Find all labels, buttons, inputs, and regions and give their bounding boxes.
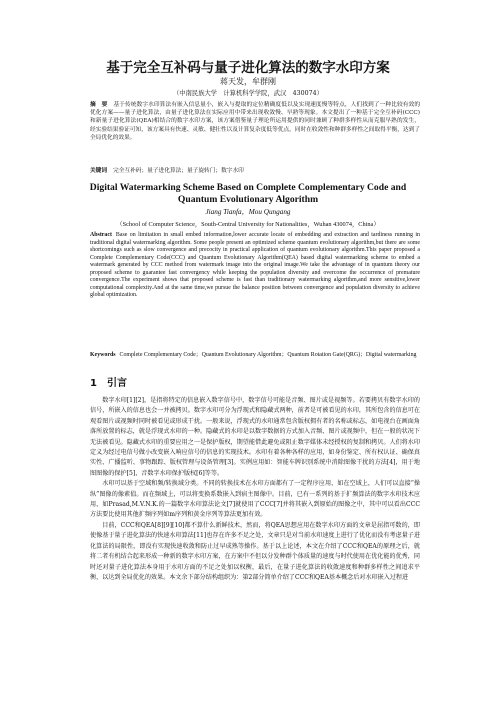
body-text	[90, 396, 420, 583]
english-title	[0, 182, 496, 206]
english-keywords	[90, 352, 420, 360]
section-heading: 1 引言	[90, 378, 127, 389]
body-paragraph: 数字水印[1][2]，是指将特定的信息嵌入数字信号中，数字信号可能是音频、图片或是视频等。若要拷贝有数字水印的信号，所嵌入的信息也会一并被拷贝。数字水印可分为浮现式和隐藏式两种，前者是可被看见的水印，其所包含的信息可在观看图片或视频时同时被看见或形成干扰。一般来说，浮现式的水印通常包含版权拥有者的名称或标志，如电视台在画面角落所放置的标志，就是浮现式水印的一种。隐藏式的水印是以数字数据的方式加入音频、图片或视频中，但在一般的状况下无法被看见。隐藏式水印的重要应用之一是保护版权，期望能借此避免或阻止数字媒体未经授权的复制和拷贝。人们将水印定义为经过电信号做小改变嵌入响应信号的信息的实现技术。水印有着各种各样的应用，如身份鉴定、所有权认证、确保真实性、广播监听、事物跟踪、版权管理与设备管理[3]。实例应用如：智能车牌识别系统中消除图像干扰的方法[4]，用于地图图像的保护[5]，音数字水印保护版权[6]等等。	[90, 397, 420, 477]
chinese-affiliation: （中南民族大学 计算机科学学院，武汉 430074）	[173, 90, 323, 97]
english-keywords-label: Keywords	[90, 352, 116, 358]
body-paragraph: 目前，CCC和QEA[8][9][10]都不算什么新鲜技术，然而，将QEA思想应用在数字水印方面的文章是屈指可数的，即使像基于量子进化算法的快速水印算法[11]也存在许多不足之处，文章只是对当前水印速度上进行了优化而没有考虑量子进化算法的局限性，即没有实现快速收敛和防止过早成熟等操作。基于以上论述，本文在介绍了CCC和QEA的原理之后，就将二者有机结合起来形成一种新的数字水印方案，在方案中不但以分发种群个体质量的速度与时代使用在优化能的优秀，同时还对量子进化算法本身用于水印方面的不足之处加以权衡，最后，在量子进化算法的收敛速度和种群多样性之间追求平衡，以达到全局优化的效果。本文余下部分结构组织为：第2部分简单介绍了CCC和QEA基本概念后对水印嵌入过程进	[90, 521, 420, 581]
chinese-title: 基于完全互补码与量子进化算法的数字水印方案	[106, 60, 390, 76]
chinese-abstract	[90, 101, 420, 142]
english-keywords-text: Complete Complementary Code；Quantum Evolutionary Algorithm；Quantum Rotation Gate(QRG)；Digital watermarking	[119, 352, 417, 358]
body-paragraph: 水印可以基于空域和频/转换域分类。不同的转换技术在水印方面都有了一定程序应用，如在空域上，人们可以直接“操纵”图像的像素值。而在频域上，可以将变换系数嵌入到宿主图像中。目前，已有一系列的基于扩频算法的数字水印技术应用，如Prasad,M.V.N.K.的一篇数字水印算法论文[7]就使用了CCC[7]并将其嵌入到原始的图像之中，其中可以看出CCC方法要比使用其他扩频序列如m序列和黄金序列等算法更加有效。	[90, 480, 420, 519]
english-abstract-label: Abstract	[90, 232, 112, 238]
english-affiliation: （School of Computer Science，South-Central University for Nationalities，Wuhan 430074，China）	[116, 221, 380, 228]
english-title-line-1: Digital Watermarking Scheme Based on Complete Complementary Code and	[89, 182, 407, 193]
chinese-abstract-text: 基于传统数字水印算法有嵌入信息量小，嵌入与提取的定位精确度低以及实现速度慢等特点，人们找到了一种比较有效的优化方案——量子进化算法，由量子进化算法在实际应用中带来出现收敛慢、早熟等现象。本文提出了一种基于完全互补码(CCC)和新量子进化算法(QEA)相结合的数字水印方案，该方案借鉴量子理论所运用提供的同时兼顾了种群多样性从而克服早熟的发生，经实验结果验证可知，该方案具有快速、灵敏、健壮性以及计算复杂度低等优点，同时在收敛性和种群多样性之间取得平衡，达到了全局优化的效果。	[90, 102, 421, 141]
chinese-keywords-text: 完全互补码；量子进化算法；量子旋转门；数字水印	[113, 168, 244, 174]
english-abstract-text: Base on limitation in small embed information,lower accurate locate of embedding and extraction and tardiness running in traditional digital watermarking algorithm. Some people present an optimized scheme quantum evolutionary algorithm,but there are some shortcomings such as slow convergence and precocity in practical application of quantum evolutionary algorithm.This paper proposed a Complete Complementary Code(CCC) and Quantum Evolutionary Algorithm(QEA) based digital watermarking scheme to embed a watermark generated by CCC method from watermark image into the original image.We take the advantage of in quantum theory our proposed scheme to guarantee fast convergency while keeping the population diversity and overcome the occurrence of premature convergence.The experiment shows that proposed scheme is fast than traditionary watermarking algorithm,and more sensitive,lower computational complexity.And at the same time,we pursue the balance position between convergence and population diversity to achieve global optimization.	[90, 232, 420, 298]
english-abstract	[90, 232, 420, 300]
chinese-keywords-label: 关键词	[90, 168, 108, 174]
chinese-authors: 蒋天发，牟群刚	[220, 77, 276, 86]
chinese-keywords	[90, 165, 420, 174]
chinese-abstract-label: 摘 要	[90, 102, 108, 108]
english-authors: Jiang Tianfa，Mou Qungang	[205, 208, 291, 216]
english-title-line-2: Quantum Evolutionary Algorithm	[177, 194, 319, 205]
